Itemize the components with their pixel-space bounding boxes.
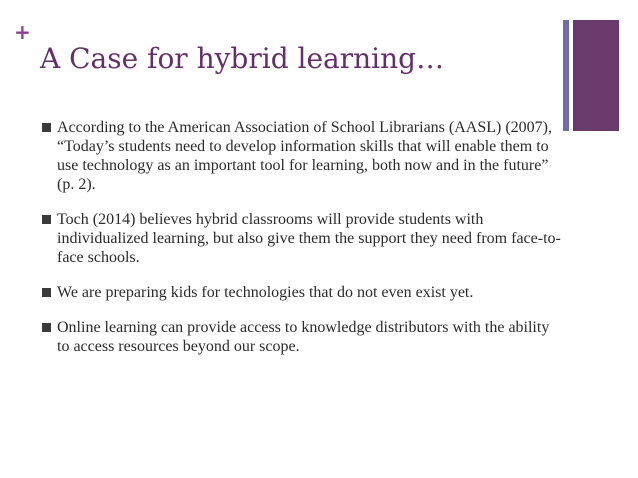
square-bullet-icon (42, 288, 51, 297)
plus-icon: + (14, 20, 31, 44)
bullet-list (40, 118, 565, 372)
square-bullet-icon (42, 323, 51, 332)
bullet-item (40, 118, 565, 194)
bullet-item (40, 210, 565, 267)
bullet-text: We are preparing kids for technologies that do not even exist yet. (57, 284, 474, 301)
bullet-text: According to the American Association of School Librarians (AASL) (2007), “Today’s students need to develop information skills that will enable them to use technology as an important tool for learning, both now and in the future” (p. 2). (57, 119, 552, 193)
square-bullet-icon (42, 123, 51, 132)
bullet-text: Toch (2014) believes hybrid classrooms will provide students with individualized learning, but also give them the support they need from face-to-face schools. (57, 211, 561, 266)
slide-title: A Case for hybrid learning… (40, 42, 445, 75)
accent-bar-thin (563, 20, 569, 131)
accent-bar-thick (573, 20, 619, 131)
bullet-item (40, 283, 565, 302)
bullet-text: Online learning can provide access to knowledge distributors with the ability to access resources beyond our scope. (57, 319, 550, 355)
bullet-item (40, 318, 565, 356)
square-bullet-icon (42, 215, 51, 224)
